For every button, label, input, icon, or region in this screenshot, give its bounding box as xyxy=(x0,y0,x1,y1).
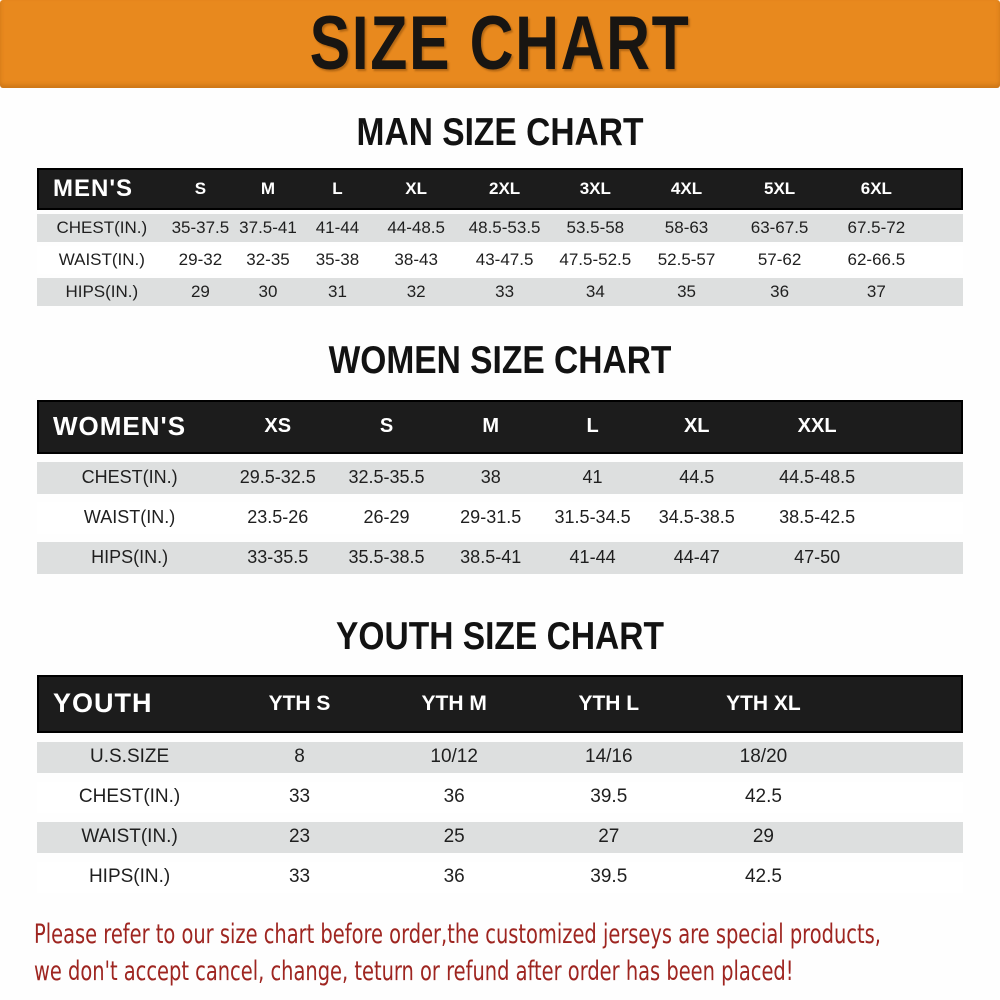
table-cell: 37.5-41 xyxy=(234,214,302,242)
table-cell: 18/20 xyxy=(686,742,841,773)
spacer-cell xyxy=(884,462,963,494)
table-cell: 34.5-38.5 xyxy=(644,502,750,534)
table-cell: 29 xyxy=(167,278,235,306)
spacer-cell xyxy=(926,278,963,306)
table-cell: 25 xyxy=(377,822,532,853)
spacer-cell xyxy=(884,400,963,454)
youth-size-header: YTH L xyxy=(531,675,686,733)
table-cell: 10/12 xyxy=(377,742,532,773)
youth-size-table xyxy=(37,666,963,902)
women-size-header: XL xyxy=(644,400,750,454)
women-size-header: L xyxy=(542,400,644,454)
table-cell: 32-35 xyxy=(234,246,302,274)
youth-chest-row xyxy=(37,782,963,813)
table-cell: 44-47 xyxy=(644,542,750,574)
footer-note xyxy=(34,916,1000,990)
table-cell: 23 xyxy=(222,822,377,853)
table-cell: 47-50 xyxy=(750,542,884,574)
table-cell: 31 xyxy=(302,278,373,306)
men-size-header: 6XL xyxy=(827,168,926,210)
men-hips-row xyxy=(37,278,963,306)
table-cell: 27 xyxy=(531,822,686,853)
spacer-cell xyxy=(884,502,963,534)
table-cell: 23.5-26 xyxy=(222,502,333,534)
table-cell: 39.5 xyxy=(531,782,686,813)
table-cell: 33 xyxy=(222,782,377,813)
men-size-header: 2XL xyxy=(459,168,550,210)
youth-size-header: YTH XL xyxy=(686,675,841,733)
men-chest-row xyxy=(37,214,963,242)
row-label: HIPS(IN.) xyxy=(37,542,222,574)
row-label: CHEST(IN.) xyxy=(37,214,167,242)
table-cell: 38.5-41 xyxy=(440,542,542,574)
table-cell: 67.5-72 xyxy=(827,214,926,242)
table-cell: 38 xyxy=(440,462,542,494)
men-size-header: 4XL xyxy=(641,168,733,210)
women-size-table xyxy=(37,392,963,582)
table-cell: 31.5-34.5 xyxy=(542,502,644,534)
men-size-header: M xyxy=(234,168,302,210)
spacer-cell xyxy=(884,542,963,574)
youth-waist-row xyxy=(37,822,963,853)
women-chest-row xyxy=(37,462,963,494)
row-label: WAIST(IN.) xyxy=(37,822,222,853)
spacer-cell xyxy=(841,742,963,773)
table-cell: 35 xyxy=(641,278,733,306)
table-cell: 29.5-32.5 xyxy=(222,462,333,494)
table-cell: 44.5-48.5 xyxy=(750,462,884,494)
men-size-table xyxy=(37,164,963,310)
table-cell: 38.5-42.5 xyxy=(750,502,884,534)
table-cell: 29 xyxy=(686,822,841,853)
women-waist-row xyxy=(37,502,963,534)
men-size-header: L xyxy=(302,168,373,210)
table-cell: 53.5-58 xyxy=(550,214,641,242)
banner-title: SIZE CHART xyxy=(309,1,691,86)
table-cell: 58-63 xyxy=(641,214,733,242)
women-header-row xyxy=(37,400,963,454)
table-cell: 33-35.5 xyxy=(222,542,333,574)
table-cell: 42.5 xyxy=(686,862,841,893)
table-cell: 62-66.5 xyxy=(827,246,926,274)
row-label: CHEST(IN.) xyxy=(37,782,222,813)
table-cell: 32 xyxy=(373,278,459,306)
table-cell: 37 xyxy=(827,278,926,306)
women-size-header: S xyxy=(333,400,439,454)
spacer-cell xyxy=(841,822,963,853)
men-size-header: S xyxy=(167,168,235,210)
table-cell: 8 xyxy=(222,742,377,773)
footer-line-2: we don't accept cancel, change, teturn or refund after order has been placed! xyxy=(34,955,794,987)
table-cell: 41 xyxy=(542,462,644,494)
table-cell: 33 xyxy=(459,278,550,306)
row-label: U.S.SIZE xyxy=(37,742,222,773)
table-cell: 52.5-57 xyxy=(641,246,733,274)
men-size-header: 5XL xyxy=(732,168,826,210)
table-cell: 32.5-35.5 xyxy=(333,462,439,494)
women-hips-row xyxy=(37,542,963,574)
table-cell: 44.5 xyxy=(644,462,750,494)
table-cell: 14/16 xyxy=(531,742,686,773)
table-cell: 48.5-53.5 xyxy=(459,214,550,242)
table-cell: 35-38 xyxy=(302,246,373,274)
row-label: HIPS(IN.) xyxy=(37,278,167,306)
women-section-title: WOMEN SIZE CHART xyxy=(328,338,672,382)
table-cell: 63-67.5 xyxy=(732,214,826,242)
table-cell: 42.5 xyxy=(686,782,841,813)
youth-ussize-row xyxy=(37,742,963,773)
youth-size-header: YTH M xyxy=(377,675,532,733)
youth-table-label: YOUTH xyxy=(37,675,222,733)
table-cell: 41-44 xyxy=(542,542,644,574)
row-label: WAIST(IN.) xyxy=(37,246,167,274)
banner xyxy=(0,0,1000,88)
men-size-header: XL xyxy=(373,168,459,210)
youth-header-row xyxy=(37,675,963,733)
spacer-cell xyxy=(926,214,963,242)
row-label: CHEST(IN.) xyxy=(37,462,222,494)
table-cell: 39.5 xyxy=(531,862,686,893)
women-table-label: WOMEN'S xyxy=(37,400,222,454)
men-size-header: 3XL xyxy=(550,168,641,210)
row-label: WAIST(IN.) xyxy=(37,502,222,534)
women-size-header: XXL xyxy=(750,400,884,454)
women-size-header: XS xyxy=(222,400,333,454)
table-cell: 36 xyxy=(732,278,826,306)
table-cell: 44-48.5 xyxy=(373,214,459,242)
table-cell: 57-62 xyxy=(732,246,826,274)
spacer-cell xyxy=(841,675,963,733)
table-cell: 30 xyxy=(234,278,302,306)
table-cell: 47.5-52.5 xyxy=(550,246,641,274)
spacer-cell xyxy=(841,862,963,893)
table-cell: 43-47.5 xyxy=(459,246,550,274)
table-cell: 35-37.5 xyxy=(167,214,235,242)
table-cell: 26-29 xyxy=(333,502,439,534)
men-table-label: MEN'S xyxy=(37,168,167,210)
row-label: HIPS(IN.) xyxy=(37,862,222,893)
youth-size-header: YTH S xyxy=(222,675,377,733)
table-cell: 35.5-38.5 xyxy=(333,542,439,574)
spacer-cell xyxy=(926,246,963,274)
women-size-header: M xyxy=(440,400,542,454)
table-cell: 33 xyxy=(222,862,377,893)
men-waist-row xyxy=(37,246,963,274)
footer-line-1: Please refer to our size chart before order,the customized jerseys are special products, xyxy=(34,918,881,950)
spacer-cell xyxy=(841,782,963,813)
men-section-title: MAN SIZE CHART xyxy=(356,111,644,154)
table-cell: 38-43 xyxy=(373,246,459,274)
table-cell: 34 xyxy=(550,278,641,306)
spacer-cell xyxy=(926,168,963,210)
youth-hips-row xyxy=(37,862,963,893)
table-cell: 41-44 xyxy=(302,214,373,242)
table-cell: 36 xyxy=(377,782,532,813)
table-cell: 29-32 xyxy=(167,246,235,274)
table-cell: 36 xyxy=(377,862,532,893)
men-header-row xyxy=(37,168,963,210)
table-cell: 29-31.5 xyxy=(440,502,542,534)
youth-section-title: YOUTH SIZE CHART xyxy=(336,614,664,658)
